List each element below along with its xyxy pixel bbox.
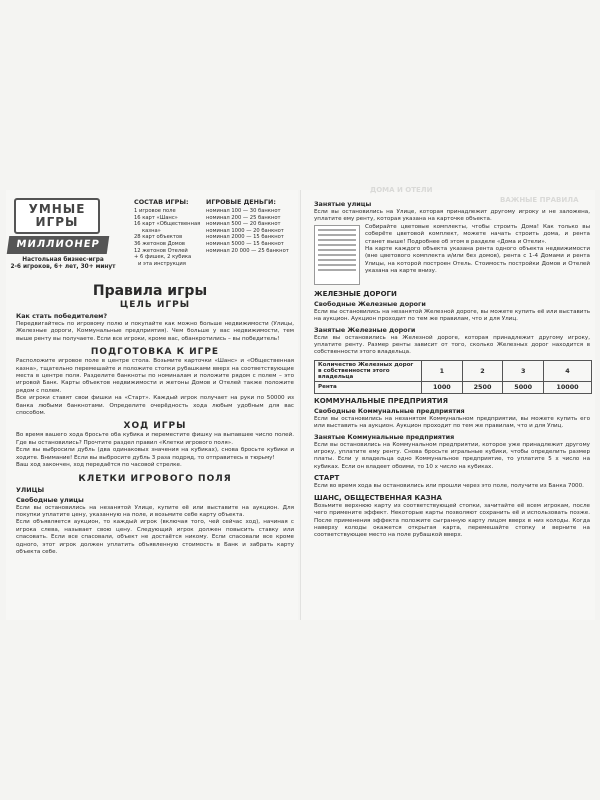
busy-streets-text: На карте каждого объекта указана рента одного объекта недвижимости (вне цветового комплекта и/или без домов), рента с 1-4 Домами и рента Улицы, на которой построен Отель. Стоимость постройки Домов и Отелей указана на карте внизу. (365, 246, 590, 275)
contents-item: 16 карт «Общественная (134, 221, 201, 228)
show-through-text: ВАЖНЫЕ ПРАВИЛА (500, 196, 579, 204)
contents-item: 28 карт объектов (134, 234, 183, 241)
contents-item: казна» (142, 227, 161, 234)
cells-heading: КЛЕТКИ ИГРОВОГО ПОЛЯ (78, 473, 232, 484)
free-rail-heading: Свободные Железные дороги (314, 299, 426, 308)
railroad-rent-table (314, 360, 592, 394)
chance-text: Возьмите верхнюю карту из соответствующей стопки, зачитайте её всем игрокам, после чего примените эффект. Некоторые карты позволяют сохранить её и использовать позже. После применения эффекта положите сыгранную карту лицом вверх в низ колоды. Когда наверху колоды окажется открытая карта, перемешайте стопку и верните на соответствующее место на поле рубашкой вверх. (314, 502, 590, 539)
util-heading: КОММУНАЛЬНЫЕ ПРЕДПРИЯТИЯ (314, 396, 449, 405)
logo-banner: МИЛЛИОНЕР (7, 236, 110, 254)
free-streets-heading: Свободные улицы (16, 495, 84, 504)
free-rail-text: Если вы остановились на незанятой Железной дороге, вы можете купить её или выставить на аукцион. Аукцион проходит по тем же правилам, что и для Улиц. (314, 308, 590, 323)
table-cell: 4 (544, 360, 592, 381)
free-util-text: Если вы остановились на незанятом Коммунальном предприятии, вы можете купить его или выставить на аукцион. Аукцион проходит по тем же правилам, что и для Улиц. (314, 415, 590, 430)
logo-subtitle-line-2: 2-6 игроков, 6+ лет, 30+ минут (10, 264, 116, 270)
free-streets-text: Если объявляется аукцион, то каждый игрок (включая того, чей сейчас ход), начиная с игрока слева, называет свою цену. Следующий игрок должен повысить ставку или спасовать. Если все спасовали, объект не достаётся никому. Если спасовали все кроме одного, этот игрок должен уплатить объявленную стоимость в Банк и забрать карту объекта себе. (16, 519, 294, 555)
table-cell: 3 (503, 360, 544, 381)
start-heading: СТАРТ (314, 474, 340, 483)
money-item: номинал 2000 — 15 банкнот (206, 234, 284, 241)
table-cell: 1 (422, 360, 463, 381)
game-logo (8, 198, 118, 271)
contents-item: 12 жетонов Отелей (134, 247, 188, 254)
property-card-image (314, 225, 360, 285)
busy-streets-heading: Занятые улицы (314, 200, 372, 208)
free-util-heading: Свободные Коммунальные предприятия (314, 406, 465, 415)
table-row (315, 360, 592, 381)
chance-heading: ШАНС, ОБЩЕСТВЕННАЯ КАЗНА (314, 493, 442, 502)
move-heading: ХОД ИГРЫ (123, 421, 187, 432)
busy-util-heading: Занятые Коммунальные предприятия (314, 432, 455, 441)
prep-text: Расположите игровое поле в центре стола. Возьмите карточки «Шанс» и «Общественная казна», тщательно перемешайте и положите стопки рубашками вверх на соответствующие места в центре поля. Разделите банкноты по номиналам и положите рядом с полем – это игровой Банк. Карты объектов недвижимости и жетоны Домов и Отелей также положите рядом с полем. (16, 358, 294, 394)
money-item: номинал 100 — 30 банкнот (206, 208, 281, 214)
busy-streets-text: Если вы остановились на Улице, которая принадлежит другому игроку и не заложена, уплатите ему ренту, которая указана на карточке объекта. (314, 209, 590, 223)
goal-heading: ЦЕЛЬ ИГРЫ (119, 300, 191, 310)
logo-line-2: ИГРЫ (35, 215, 79, 229)
contents-item: 1 игровое поле (134, 208, 176, 214)
busy-streets-text: Собирайте цветовые комплекты, чтобы строить Дома! Как только вы соберёте цветовой комплект, можете начать строить дома, и рента станет выше! Подробнее об этом в разделе «Дома и Отели». (365, 223, 590, 245)
logo-subtitle (8, 257, 118, 271)
move-text: Если вы выбросили дубль (два одинаковых значения на кубиках), снова бросьте кубики и ходите. Внимание! Если вы выбросите дубль 3 раза подряд, то отправитесь в тюрьму! (16, 447, 294, 461)
money-item: номинал 20 000 — 25 банкнот (206, 247, 289, 254)
free-streets-text: Если вы остановились на незанятой Улице, купите её или выставите на аукцион. Для покупки уплатите цену, указанную на поле, и возьмите себе карту объекта. (16, 504, 294, 518)
rail-heading: ЖЕЛЕЗНЫЕ ДОРОГИ (314, 289, 397, 298)
table-cell: 2500 (462, 381, 503, 393)
money-item: номинал 200 — 25 банкнот (206, 214, 281, 221)
table-cell: 5000 (503, 381, 544, 393)
table-cell: 10000 (544, 381, 592, 393)
logo-badge (14, 198, 100, 234)
left-column (16, 298, 294, 556)
money-item: номинал 500 — 20 банкнот (206, 221, 281, 228)
who-wins-heading: Как стать победителем? (16, 312, 108, 320)
right-column (314, 198, 590, 540)
table-cell: 1000 (422, 381, 463, 393)
contents-item: 16 карт «Шанс» (134, 214, 178, 221)
busy-util-text: Если вы остановились на Коммунальном предприятии, которое уже принадлежит другому игроку, уплатите ему ренту. Снова бросьте игральные кубики, чтобы определить размер платы. Если у владельца одно Коммунальное предприятие, то уплатите 5 х число на кубиках. Если он владеет обоими, то 10 х число на кубиках. (314, 441, 590, 470)
money-item: номинал 5000 — 15 банкнот (206, 240, 284, 247)
contents-item: + 6 фишек, 2 кубика (134, 254, 192, 261)
busy-rail-heading: Занятые Железные дороги (314, 325, 416, 334)
table-cell: Количество Железных дорог в собственности этого владельца (315, 360, 422, 381)
move-text: Ваш ход закончен, ход передаётся по часовой стрелке. (16, 462, 182, 469)
prep-text: Все игроки ставят свои фишки на «Старт». Каждый игрок получает на руки по 50000 из банка любыми банкнотами. Определите очерёдность хода любым удобным для вас способом. (16, 395, 294, 417)
streets-heading: УЛИЦЫ (16, 485, 45, 494)
table-row (315, 381, 592, 393)
contents-item: 36 жетонов Домов (134, 240, 185, 247)
busy-rail-text: Если вы остановились на Железной дороге, которая принадлежит другому игроку, уплатите ренту. Размер ренты зависит от того, сколько Железных дорог находится в собственности этого владельца. (314, 334, 590, 356)
table-cell: Рента (315, 381, 422, 393)
money-item: номинал 1000 — 20 банкнот (206, 227, 284, 234)
move-text: Во время вашего хода бросьте оба кубика и переместите фишку на выпавшее число полей. Где вы остановились? Прочтите раздел правил «Клетки игрового поля». (16, 432, 294, 446)
start-text: Если во время хода вы остановились или прошли через это поле, получите из Банка 7000. (314, 483, 584, 490)
money-list (206, 198, 296, 254)
prep-heading: ПОДГОТОВКА К ИГРЕ (90, 347, 220, 358)
contents-title: СОСТАВ ИГРЫ: (134, 198, 189, 206)
money-title: ИГРОВЫЕ ДЕНЬГИ: (206, 198, 276, 206)
show-through-text: ДОМА И ОТЕЛИ (370, 186, 433, 194)
goal-text: Передвигайтесь по игровому полю и покупайте как можно больше недвижимости (Улицы, Железные дороги, Коммунальные предприятия). Чем больше у вас недвижимости, тем выше ренту вы получаете. Если все игроки, кроме вас, обанкротились – вы победитель! (16, 321, 294, 342)
logo-subtitle-line-1: Настольная бизнес-игра (22, 257, 104, 263)
logo-line-1: УМНЫЕ (28, 202, 86, 216)
contents-item: и эта инструкция (138, 260, 186, 267)
table-cell: 2 (462, 360, 503, 381)
contents-list (134, 198, 204, 267)
rules-title: Правила игры (92, 283, 208, 299)
